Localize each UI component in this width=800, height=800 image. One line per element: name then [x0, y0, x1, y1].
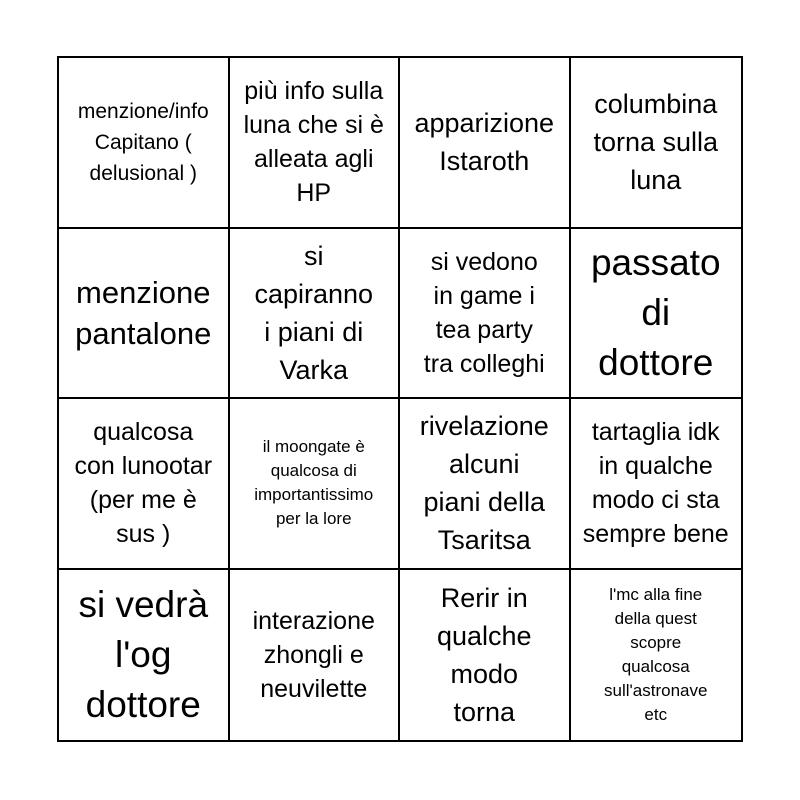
bingo-cell[interactable]: [59, 229, 230, 400]
cell-text: il moongate è qualcosa di importantissimo per la lore: [254, 437, 374, 529]
cell-text: Rerir in qualche modo torna: [436, 582, 532, 727]
bingo-cell[interactable]: [571, 229, 742, 400]
cell-text: si capiranno i piani di Varka: [254, 240, 374, 385]
cell-text: menzione/info Capitano ( delusional ): [77, 99, 209, 185]
bingo-cell[interactable]: [571, 570, 742, 741]
cell-text: menzione pantalone: [75, 274, 212, 351]
bingo-cell[interactable]: [230, 229, 401, 400]
cell-text: si vedono in game i tea party tra colleghi: [423, 247, 545, 378]
cell-text: interazione zhongli e neuvilette: [252, 606, 375, 703]
bingo-board: [57, 56, 743, 742]
cell-text: l'mc alla fine della quest scopre qualcosa sull'astronave etc: [604, 584, 708, 724]
bingo-cell[interactable]: [400, 570, 571, 741]
cell-text: più info sulla luna che si è alleata agli HP: [243, 77, 384, 208]
cell-text: passato di dottore: [590, 241, 721, 383]
cell-text: si vedrà l'og dottore: [78, 583, 209, 725]
cell-text: tartaglia idk in qualche modo ci sta sempre bene: [582, 418, 729, 549]
bingo-cell[interactable]: [59, 570, 230, 741]
bingo-cell[interactable]: [230, 58, 401, 229]
cell-text: rivelazione alcuni piani della Tsaritsa: [419, 411, 549, 556]
bingo-cell[interactable]: [230, 399, 401, 570]
bingo-cell[interactable]: [571, 399, 742, 570]
cell-text: qualcosa con lunootar (per me è sus ): [74, 418, 213, 549]
cell-text: apparizione Istaroth: [414, 108, 555, 177]
bingo-cell[interactable]: [59, 399, 230, 570]
bingo-cell[interactable]: [230, 570, 401, 741]
bingo-cell[interactable]: [400, 58, 571, 229]
bingo-cell[interactable]: [400, 399, 571, 570]
bingo-cell[interactable]: [571, 58, 742, 229]
cell-text: columbina torna sulla luna: [593, 89, 719, 196]
bingo-cell[interactable]: [59, 58, 230, 229]
bingo-cell[interactable]: [400, 229, 571, 400]
